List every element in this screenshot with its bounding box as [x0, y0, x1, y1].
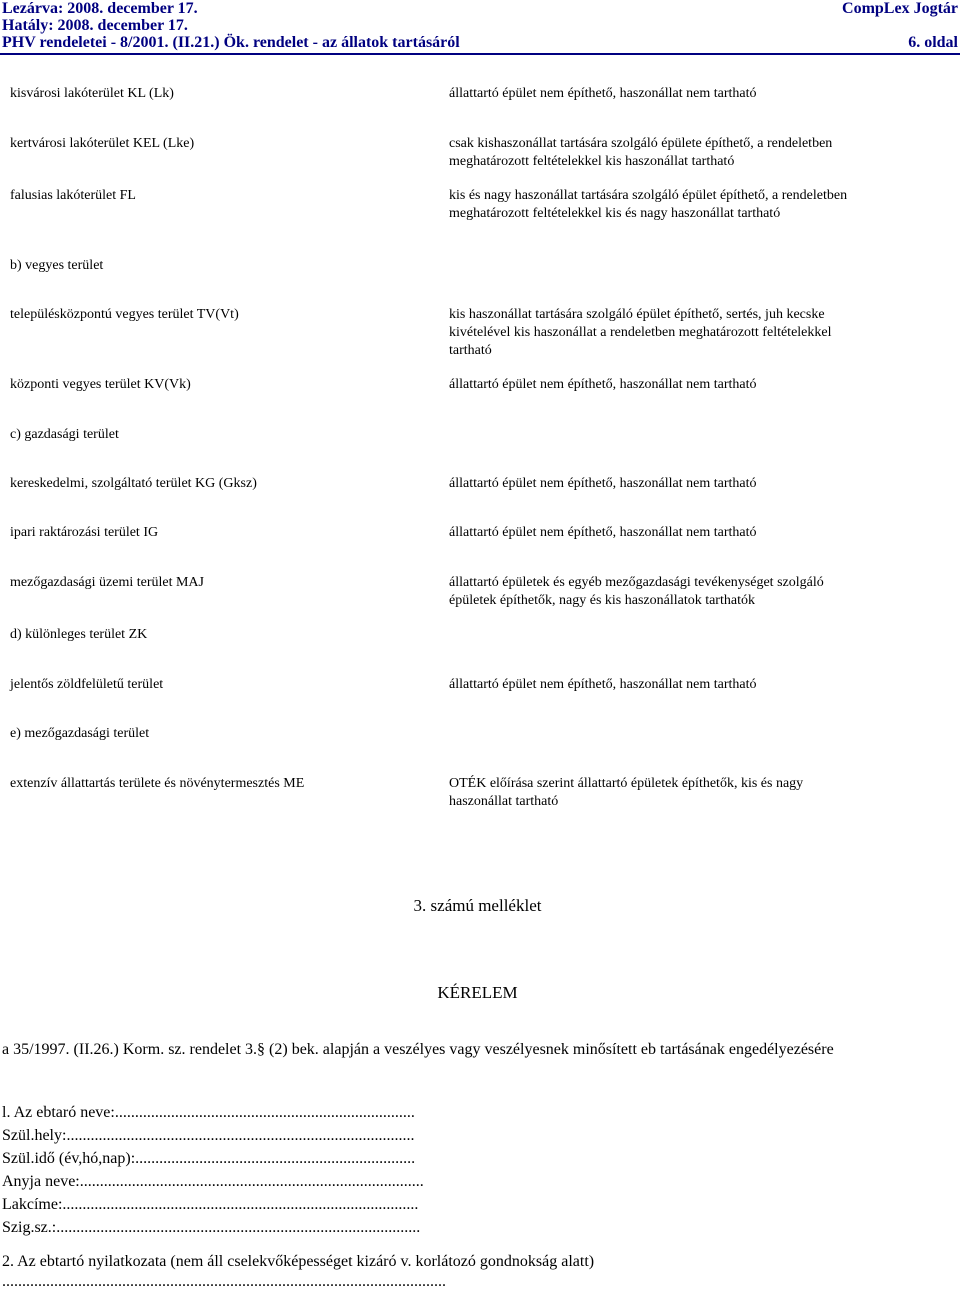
document-title: PHV rendeletei - 8/2001. (II.21.) Ök. rendelet - az állatok tartásáról: [2, 34, 460, 51]
section-heading: d) különleges terület ZK: [10, 627, 148, 642]
form-field-owner-name: l. Az ebtaró neve:...........................................................................: [2, 1104, 415, 1121]
section-heading: b) vegyes terület: [10, 258, 104, 273]
annex-title: KÉRELEM: [437, 983, 518, 1002]
row-label: településközpontú vegyes terület TV(Vt): [10, 307, 239, 322]
effective-date: Hatály: 2008. december 17.: [2, 17, 188, 34]
row-label: kertvárosi lakóterület KEL (Lke): [10, 136, 195, 151]
section-heading: e) mezőgazdasági terület: [10, 726, 150, 741]
form-field-id-number: Szig.sz.:...........................................................................................: [2, 1219, 421, 1236]
row-value: állattartó épületek és egyéb mezőgazdasági tevékenységet szolgáló épületek építhetők, nagy és kis haszonállatok tarthatók: [449, 575, 824, 608]
form-field-mother-name: Anyja neve:......................................................................................: [2, 1173, 424, 1190]
row-label: falusias lakóterület FL: [10, 188, 136, 203]
row-value: kis és nagy haszonállat tartására szolgáló épület építhető, a rendeletben meghatározott feltételekkel kis és nagy haszonállat tartható: [449, 188, 848, 221]
page-number: 6. oldal: [908, 34, 958, 51]
row-value: állattartó épület nem építhető, haszonállat nem tartható: [449, 677, 757, 692]
declaration-dots: ...............................................................................................................: [2, 1273, 446, 1290]
section-heading: c) gazdasági terület: [10, 427, 119, 442]
row-label: extenzív állattartás területe és növénytermesztés ME: [10, 776, 305, 791]
row-label: kereskedelmi, szolgáltató terület KG (Gksz): [10, 476, 257, 491]
row-value: kis haszonállat tartására szolgáló épület építhető, sertés, juh kecske kivételével kis haszonállat a rendeletben meghatározott feltételekkel tartható: [449, 307, 832, 358]
header-divider: [0, 53, 960, 55]
row-label: mezőgazdasági üzemi terület MAJ: [10, 575, 204, 590]
row-label: jelentős zöldfelületű terület: [10, 677, 164, 692]
row-value: állattartó épület nem építhető, haszonállat nem tartható: [449, 377, 757, 392]
row-label: központi vegyes terület KV(Vk): [10, 377, 191, 392]
form-field-birthdate: Szül.idő (év,hó,nap):......................................................................: [2, 1150, 416, 1167]
annex-number: 3. számú melléklet: [413, 896, 542, 915]
row-label: ipari raktározási terület IG: [10, 525, 159, 540]
annex-subtitle: a 35/1997. (II.26.) Korm. sz. rendelet 3.§ (2) bek. alapján a veszélyes vagy veszélyesnek minősített eb tartásának engedélyezésére: [2, 1041, 834, 1058]
closed-date: Lezárva: 2008. december 17.: [2, 0, 198, 17]
row-label: kisvárosi lakóterület KL (Lk): [10, 86, 174, 101]
row-value: állattartó épület nem építhető, haszonállat nem tartható: [449, 476, 757, 491]
row-value: állattartó épület nem építhető, haszonállat nem tartható: [449, 525, 757, 540]
row-value: OTÉK előírása szerint állattartó épületek építhetők, kis és nagy haszonállat tartható: [449, 776, 804, 809]
declaration-heading: 2. Az ebtartó nyilatkozata (nem áll cselekvőképességet kizáró v. korlátozó gondnokság alatt): [2, 1253, 595, 1270]
row-value: állattartó épület nem építhető, haszonállat nem tartható: [449, 86, 757, 101]
form-field-birthplace: Szül.hely:.......................................................................................: [2, 1127, 415, 1144]
brand-name: CompLex Jogtár: [842, 0, 958, 17]
form-field-address: Lakcíme:.........................................................................................: [2, 1196, 419, 1213]
row-value: csak kishaszonállat tartására szolgáló épülete építhető, a rendeletben meghatározott feltételekkel kis haszonállat tartható: [449, 136, 833, 169]
